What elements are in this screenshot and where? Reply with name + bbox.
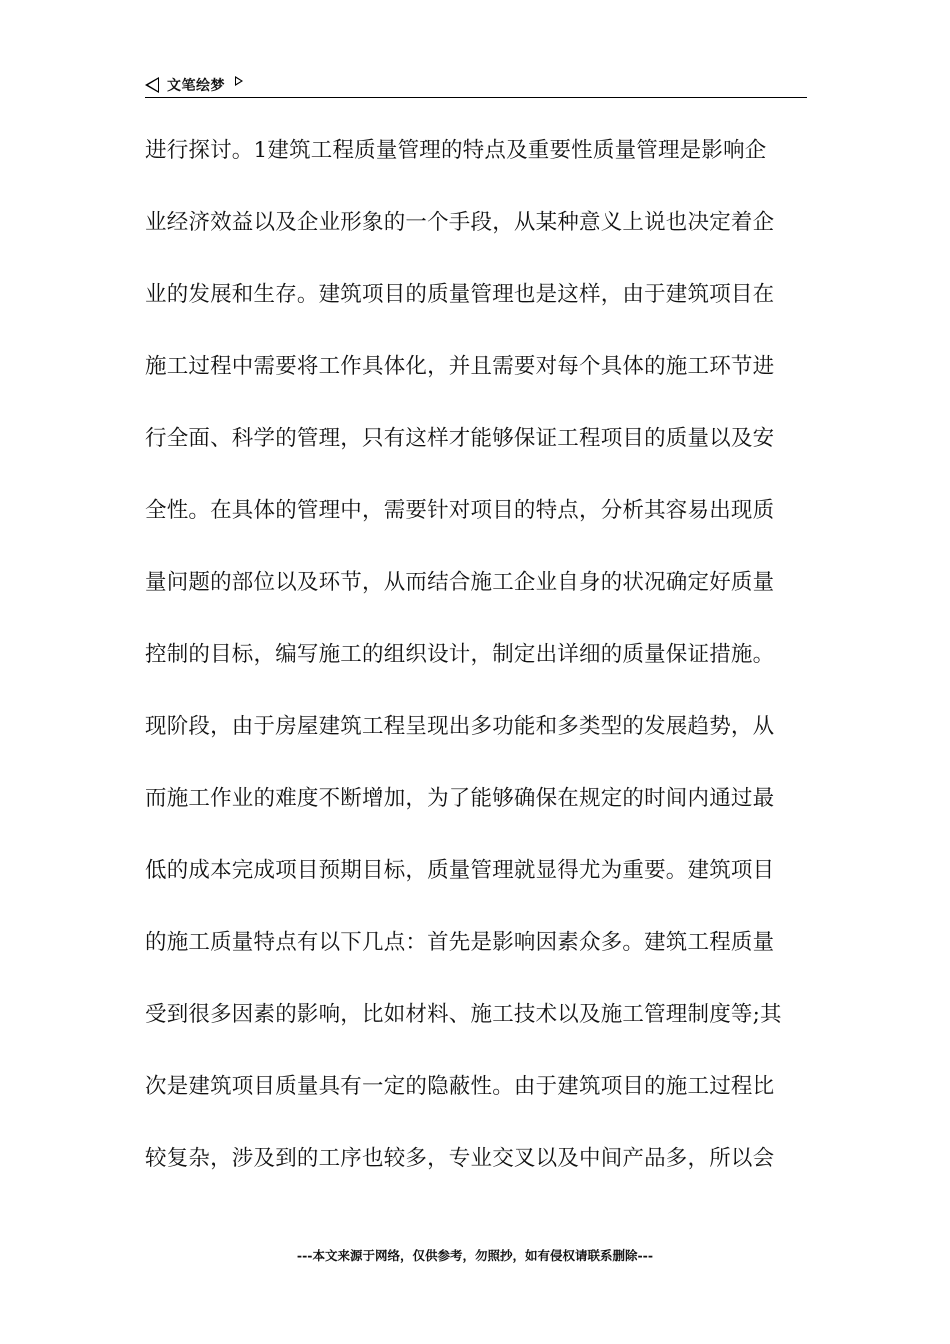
body-line: 全性。在具体的管理中，需要针对项目的特点，分析其容易出现质 [145, 498, 775, 523]
body-line: 的施工质量特点有以下几点：首先是影响因素众多。建筑工程质量 [145, 930, 775, 955]
body-line: 行全面、科学的管理，只有这样才能够保证工程项目的质量以及安 [145, 426, 775, 451]
body-line: 业经济效益以及企业形象的一个手段，从某种意义上说也决定着企 [145, 210, 775, 235]
page-header [145, 72, 807, 98]
body-line: 较复杂，涉及到的工序也较多，专业交叉以及中间产品多，所以会 [145, 1146, 775, 1171]
body-line: 次是建筑项目质量具有一定的隐蔽性。由于建筑项目的施工过程比 [145, 1074, 775, 1099]
body-line: 进行探讨。1建筑工程质量管理的特点及重要性质量管理是影响企 [145, 138, 767, 163]
body-line: 控制的目标，编写施工的组织设计，制定出详细的质量保证措施。 [145, 642, 775, 667]
page-footer: ---本文来源于网络，仅供参考，勿照抄，如有侵权请联系删除--- [296, 1248, 654, 1263]
body-line: 而施工作业的难度不断增加，为了能够确保在规定的时间内通过最 [145, 786, 775, 811]
header-title: 文笔绘梦 [167, 78, 225, 94]
document-body [145, 131, 807, 1211]
body-line: 量问题的部位以及环节，从而结合施工企业自身的状况确定好质量 [145, 570, 775, 595]
body-line: 现阶段，由于房屋建筑工程呈现出多功能和多类型的发展趋势，从 [145, 714, 775, 739]
body-line: 低的成本完成项目预期目标，质量管理就显得尤为重要。建筑项目 [145, 858, 775, 883]
triangle-right-icon [235, 76, 243, 86]
body-line: 受到很多因素的影响，比如材料、施工技术以及施工管理制度等;其 [145, 1002, 782, 1027]
body-line: 施工过程中需要将工作具体化，并且需要对每个具体的施工环节进 [145, 354, 775, 379]
triangle-left-icon [145, 77, 159, 93]
body-line: 业的发展和生存。建筑项目的质量管理也是这样，由于建筑项目在 [145, 282, 775, 307]
